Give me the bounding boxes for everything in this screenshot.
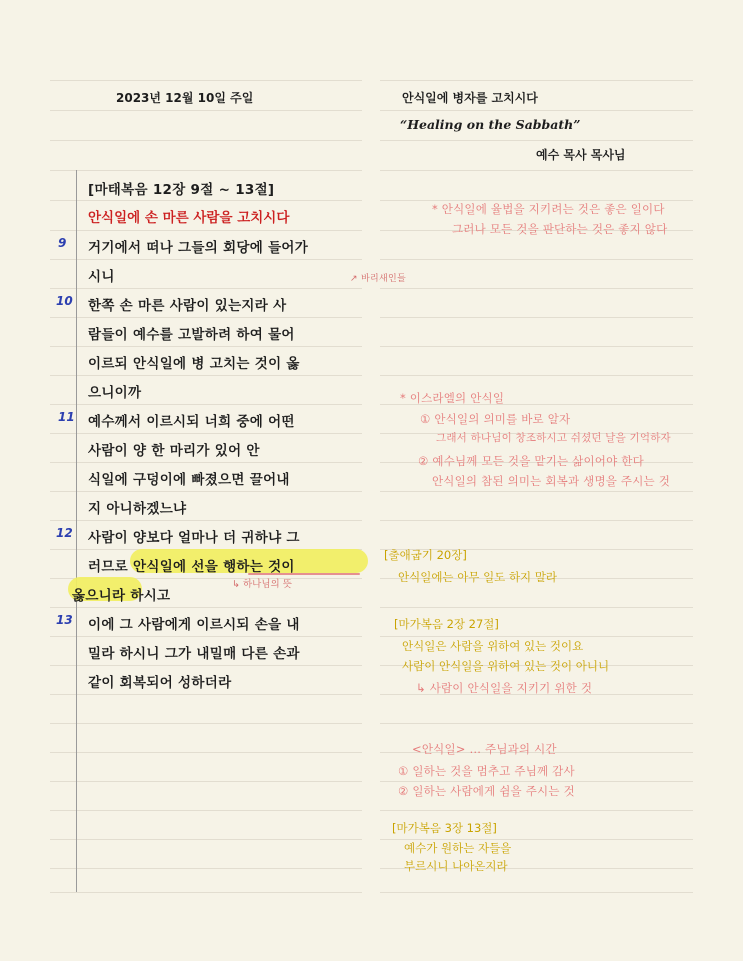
- verse-line: 거기에서 떠나 그들의 회당에 들어가: [88, 240, 309, 256]
- rule-line: [380, 140, 693, 141]
- rule-line: [50, 491, 362, 492]
- rule-line: [50, 665, 362, 666]
- rule-line: [380, 288, 693, 289]
- rule-line: [50, 404, 362, 405]
- rule-line: [50, 375, 362, 376]
- rule-line: [50, 346, 362, 347]
- rule-line: [50, 80, 362, 81]
- verse-number: 11: [58, 410, 75, 424]
- rule-line: [380, 607, 693, 608]
- preacher-name: 예수 목사 목사님: [536, 148, 626, 162]
- verse-line: 으니이까: [88, 385, 142, 401]
- rule-line: [50, 752, 362, 753]
- verse-line: 식일에 구덩이에 빠졌으면 끌어내: [88, 472, 290, 488]
- rule-line: [380, 110, 693, 111]
- margin-note-pharisees: ↗ 바리새인들: [350, 274, 406, 284]
- rule-line: [50, 868, 362, 869]
- rule-line: [50, 288, 362, 289]
- verse-line: 한쪽 손 마른 사람이 있는지라 사: [88, 298, 287, 314]
- verse-number: 9: [58, 236, 67, 250]
- rule-line: [380, 810, 693, 811]
- verse-line: 시니: [88, 269, 115, 285]
- rule-line: [50, 810, 362, 811]
- verse-number: 12: [56, 526, 73, 540]
- rule-line: [50, 723, 362, 724]
- rule-line: [380, 317, 693, 318]
- note-line: [마가복음 2장 27절]: [394, 617, 499, 631]
- rule-line: [50, 200, 362, 201]
- note-line: 안식일에는 아무 일도 하지 말라: [398, 570, 558, 584]
- verse-number: 13: [56, 613, 73, 627]
- verse-line: 이에 그 사람에게 이르시되 손을 내: [88, 617, 300, 633]
- rule-line: [380, 723, 693, 724]
- rule-line: [380, 491, 693, 492]
- sermon-date: 2023년 12월 10일 주일: [116, 91, 254, 105]
- rule-line: [50, 259, 362, 260]
- verse-line: 사람이 양 한 마리가 있어 안: [88, 443, 260, 459]
- rule-line: [380, 375, 693, 376]
- note-line: <안식일> … 주님과의 시간: [412, 742, 557, 756]
- verse-line: 예수께서 이르시되 너희 중에 어떤: [88, 414, 295, 430]
- under-note: ↳ 하나님의 뜻: [232, 579, 292, 590]
- note-line: * 이스라엘의 안식일: [400, 391, 505, 405]
- note-line: ↳ 사람이 안식일을 지키기 위한 것: [416, 681, 593, 695]
- rule-line: [50, 694, 362, 695]
- rule-line: [50, 110, 362, 111]
- note-line: 안식일의 참된 의미는 회복과 생명을 주시는 것: [432, 474, 671, 488]
- verse-number: 10: [56, 294, 73, 308]
- note-line: ① 일하는 것을 멈추고 주님께 감사: [398, 764, 575, 778]
- rule-line: [380, 80, 693, 81]
- rule-line: [380, 892, 693, 893]
- rule-line: [380, 781, 693, 782]
- rule-line: [380, 520, 693, 521]
- rule-line: [50, 636, 362, 637]
- note-line: 안식일은 사람을 위하여 있는 것이요: [402, 639, 584, 653]
- note-line: 부르시니 나아온지라: [404, 859, 508, 873]
- rule-line: [50, 462, 362, 463]
- sermon-title: 안식일에 병자를 고치시다: [402, 91, 538, 105]
- rule-line: [380, 346, 693, 347]
- note-line: ① 안식일의 의미를 바로 알자: [420, 412, 571, 426]
- verse-line: 사람이 양보다 얼마나 더 귀하냐 그: [88, 530, 300, 546]
- note-line: 예수가 원하는 자들을: [404, 841, 512, 855]
- verse-line: 같이 회복되어 성하더라: [88, 675, 232, 691]
- rule-line: [380, 259, 693, 260]
- passage-reference: [마태복음 12장 9절 ~ 13절]: [88, 182, 275, 198]
- margin-line: [76, 170, 77, 892]
- rule-line: [380, 636, 693, 637]
- rule-line: [50, 607, 362, 608]
- note-line: [마가복음 3장 13절]: [392, 821, 497, 835]
- rule-line: [50, 230, 362, 231]
- note-line: 그러나 모든 것을 판단하는 것은 좋지 않다: [452, 222, 668, 236]
- verse-line: 러므로 안식일에 선을 행하는 것이: [88, 559, 295, 575]
- sermon-title-english: “Healing on the Sabbath”: [400, 117, 581, 132]
- note-line: [출애굽기 20장]: [384, 548, 467, 562]
- rule-line: [50, 170, 362, 171]
- rule-line: [50, 892, 362, 893]
- rule-line: [50, 140, 362, 141]
- note-line: 사람이 안식일을 위하여 있는 것이 아니니: [402, 659, 610, 673]
- verse-line: 람들이 예수를 고발하려 하여 물어: [88, 327, 295, 343]
- passage-heading: 안식일에 손 마른 사람을 고치시다: [88, 210, 290, 226]
- verse-line: 밀라 하시니 그가 내밀매 다른 손과: [88, 646, 300, 662]
- verse-line: 옳으니라 하시고: [72, 588, 171, 604]
- note-line: ② 일하는 사람에게 쉼을 주시는 것: [398, 784, 575, 798]
- note-line: * 안식일에 율법을 지키려는 것은 좋은 일이다: [432, 202, 665, 216]
- note-line: 그래서 하나님이 창조하시고 쉬셨던 날을 기억하자: [436, 432, 671, 444]
- verse-line: 지 아니하겠느냐: [88, 501, 187, 517]
- rule-line: [380, 170, 693, 171]
- rule-line: [50, 781, 362, 782]
- note-line: ② 예수님께 모든 것을 맡기는 삶이어야 한다: [418, 454, 644, 468]
- rule-line: [50, 520, 362, 521]
- rule-line: [50, 433, 362, 434]
- rule-line: [50, 317, 362, 318]
- verse-line: 이르되 안식일에 병 고치는 것이 옳: [88, 356, 300, 372]
- rule-line: [50, 839, 362, 840]
